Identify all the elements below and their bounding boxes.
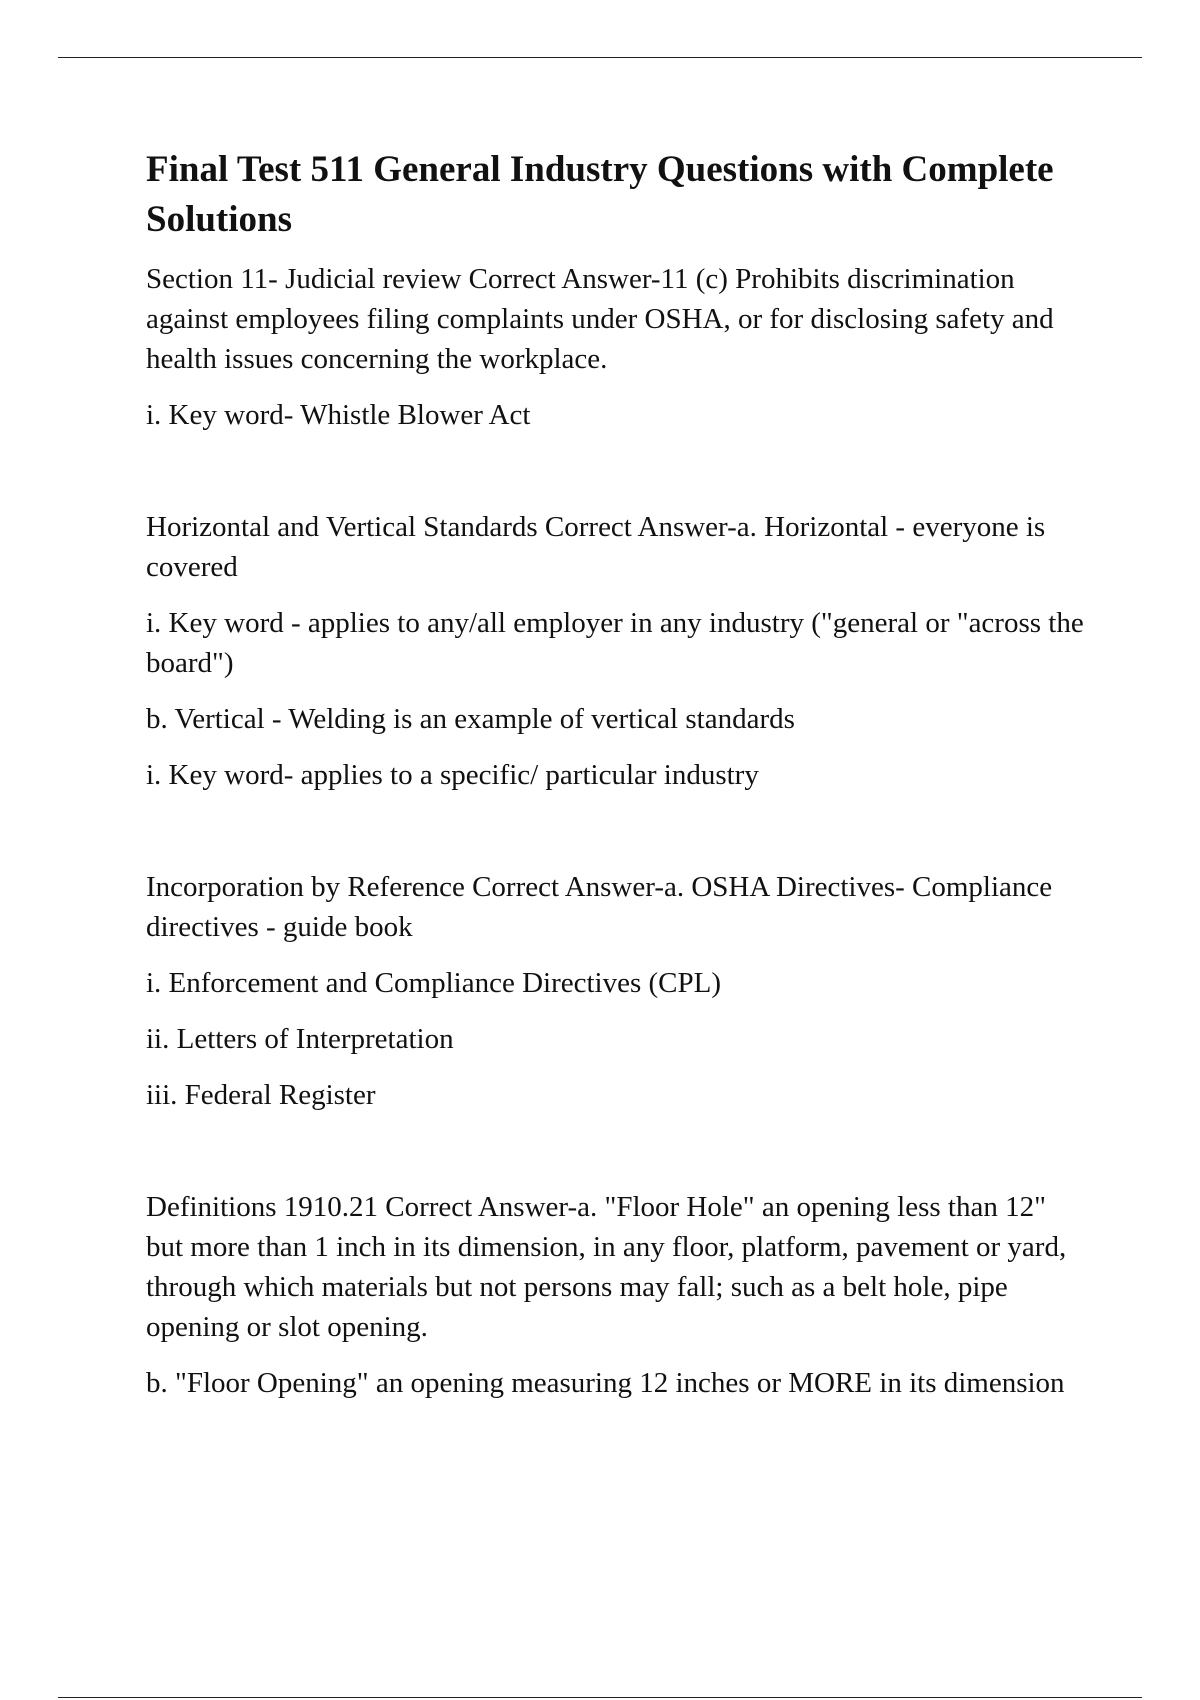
- qa-note: b. Vertical - Welding is an example of vertical standards: [146, 703, 795, 735]
- qa-note: i. Enforcement and Compliance Directives (CPL): [146, 967, 721, 999]
- qa-answer: Definitions 1910.21 Correct Answer-a. "Floor Hole" an opening less than 12" but more than 1 inch in its dimension, in any floor, platform, pavement or yard, through which materials but not persons may fall; such as a belt hole, pipe opening or slot opening.: [146, 1191, 1067, 1343]
- qa-note: b. "Floor Opening" an opening measuring 12 inches or MORE in its dimension: [146, 1367, 1065, 1399]
- qa-block-definitions: [146, 1187, 1086, 1403]
- qa-note: i. Key word - applies to any/all employer in any industry ("general or "across the board"): [146, 607, 1084, 679]
- qa-note: i. Key word- Whistle Blower Act: [146, 399, 531, 431]
- document-title: Final Test 511 General Industry Questions with Complete Solutions: [146, 149, 1054, 240]
- document-body: [146, 145, 1086, 1419]
- qa-block-horizontal-vertical: [146, 507, 1086, 795]
- qa-answer: Horizontal and Vertical Standards Correct Answer-a. Horizontal - everyone is covered: [146, 511, 1046, 583]
- qa-answer: Section 11- Judicial review Correct Answer-11 (c) Prohibits discrimination against employees filing complaints under OSHA, or for disclosing safety and health issues concerning the workplace.: [146, 263, 1054, 375]
- top-divider: [58, 57, 1142, 58]
- qa-note: i. Key word- applies to a specific/ particular industry: [146, 759, 759, 791]
- qa-note: iii. Federal Register: [146, 1079, 376, 1111]
- bottom-divider: [58, 1697, 1142, 1698]
- qa-block-incorporation: [146, 867, 1086, 1115]
- qa-note: ii. Letters of Interpretation: [146, 1023, 454, 1055]
- qa-answer: Incorporation by Reference Correct Answer-a. OSHA Directives- Compliance directives - guide book: [146, 871, 1053, 943]
- qa-block-judicial-review: [146, 259, 1086, 435]
